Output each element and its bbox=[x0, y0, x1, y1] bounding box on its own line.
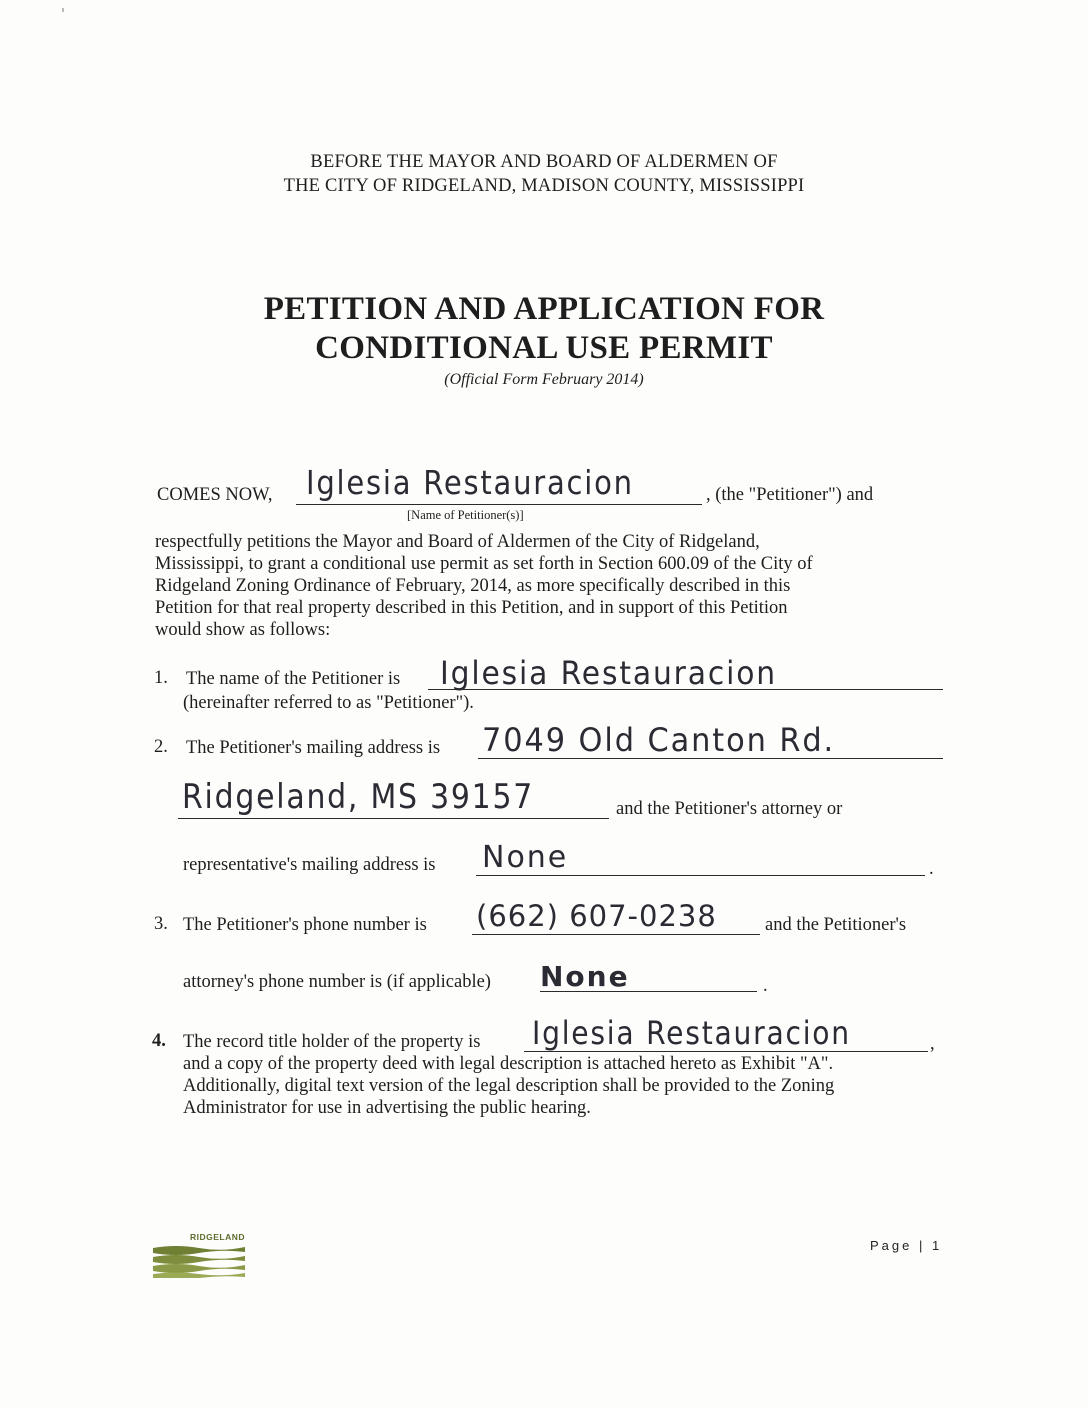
intro-line: Ridgeland Zoning Ordinance of February, 2014, as more specifically described in this bbox=[155, 576, 791, 596]
representative-address-handwritten: None bbox=[482, 840, 569, 875]
scan-speck bbox=[62, 8, 64, 12]
petitioner-name-handwritten: Iglesia Restauracion bbox=[440, 654, 778, 692]
court-header-line2: THE CITY OF RIDGELAND, MADISON COUNTY, MISSISSIPPI bbox=[283, 176, 805, 196]
intro-line: respectfully petitions the Mayor and Board of Aldermen of the City of Ridgeland, bbox=[155, 532, 760, 552]
item4-line: and a copy of the property deed with legal description is attached hereto as Exhibit "A". bbox=[183, 1054, 834, 1074]
logo-text: RIDGELAND bbox=[189, 1232, 245, 1242]
petitioner-name-line bbox=[296, 504, 702, 505]
item4-line: Additionally, digital text version of the legal description shall be provided to the Zoning bbox=[183, 1076, 835, 1096]
page-number: Page | 1 bbox=[870, 1238, 943, 1253]
phone-number-handwritten: (662) 607-0238 bbox=[476, 899, 717, 933]
landscape-stripes-icon bbox=[153, 1244, 245, 1278]
item4-line: Administrator for use in advertising the public hearing. bbox=[183, 1098, 591, 1118]
item-number: 1. bbox=[154, 668, 168, 688]
item4-paragraph bbox=[183, 1053, 933, 1119]
intro-line: Mississippi, to grant a conditional use permit as set forth in Section 600.09 of the City of bbox=[155, 554, 813, 574]
representative-address-end: . bbox=[929, 859, 934, 879]
attorney-phone-handwritten: None bbox=[540, 960, 630, 993]
court-header-line1: BEFORE THE MAYOR AND BOARD OF ALDERMEN OF bbox=[310, 152, 778, 172]
item2-label: The Petitioner's mailing address is bbox=[186, 738, 441, 758]
representative-address-label: representative's mailing address is bbox=[183, 855, 436, 875]
address-line2-line bbox=[178, 818, 609, 819]
attorney-phone-label: attorney's phone number is (if applicable) bbox=[183, 972, 491, 992]
form-subtitle: (Official Form February 2014) bbox=[444, 371, 644, 388]
intro-line: would show as follows: bbox=[155, 620, 331, 640]
petitioner-name-caption: [Name of Petitioner(s)] bbox=[407, 508, 524, 522]
item-number: 3. bbox=[154, 914, 168, 934]
item3-attorney-text: and the Petitioner's bbox=[765, 915, 907, 935]
attorney-phone-end: . bbox=[763, 976, 768, 996]
petitioner-name-handwritten: Iglesia Restauracion bbox=[306, 463, 634, 502]
title-holder-handwritten: Iglesia Restauracion bbox=[532, 1014, 851, 1052]
item-number: 4. bbox=[152, 1031, 166, 1051]
form-title-line2: CONDITIONAL USE PERMIT bbox=[315, 330, 773, 366]
item1-line2: (hereinafter referred to as "Petitioner"). bbox=[183, 693, 474, 713]
item2-attorney-text: and the Petitioner's attorney or bbox=[616, 799, 843, 819]
mailing-address-line2-handwritten: Ridgeland, MS 39157 bbox=[182, 777, 535, 817]
intro-paragraph bbox=[155, 531, 915, 641]
comes-now-label: COMES NOW, bbox=[157, 485, 273, 505]
mailing-address-line1-handwritten: 7049 Old Canton Rd. bbox=[482, 721, 836, 759]
city-logo bbox=[153, 1232, 245, 1276]
representative-address-line bbox=[476, 875, 925, 876]
phone-line bbox=[472, 934, 760, 935]
petitioner-designation: , (the "Petitioner") and bbox=[706, 485, 874, 505]
title-holder-end: , bbox=[930, 1034, 935, 1054]
intro-line: Petition for that real property described in this Petition, and in support of this Petition bbox=[155, 598, 788, 618]
item4-label: The record title holder of the property is bbox=[183, 1032, 481, 1052]
item1-label: The name of the Petitioner is bbox=[186, 669, 401, 689]
form-title-line1: PETITION AND APPLICATION FOR bbox=[263, 291, 825, 327]
item3-label: The Petitioner's phone number is bbox=[183, 915, 427, 935]
item-number: 2. bbox=[154, 737, 168, 757]
